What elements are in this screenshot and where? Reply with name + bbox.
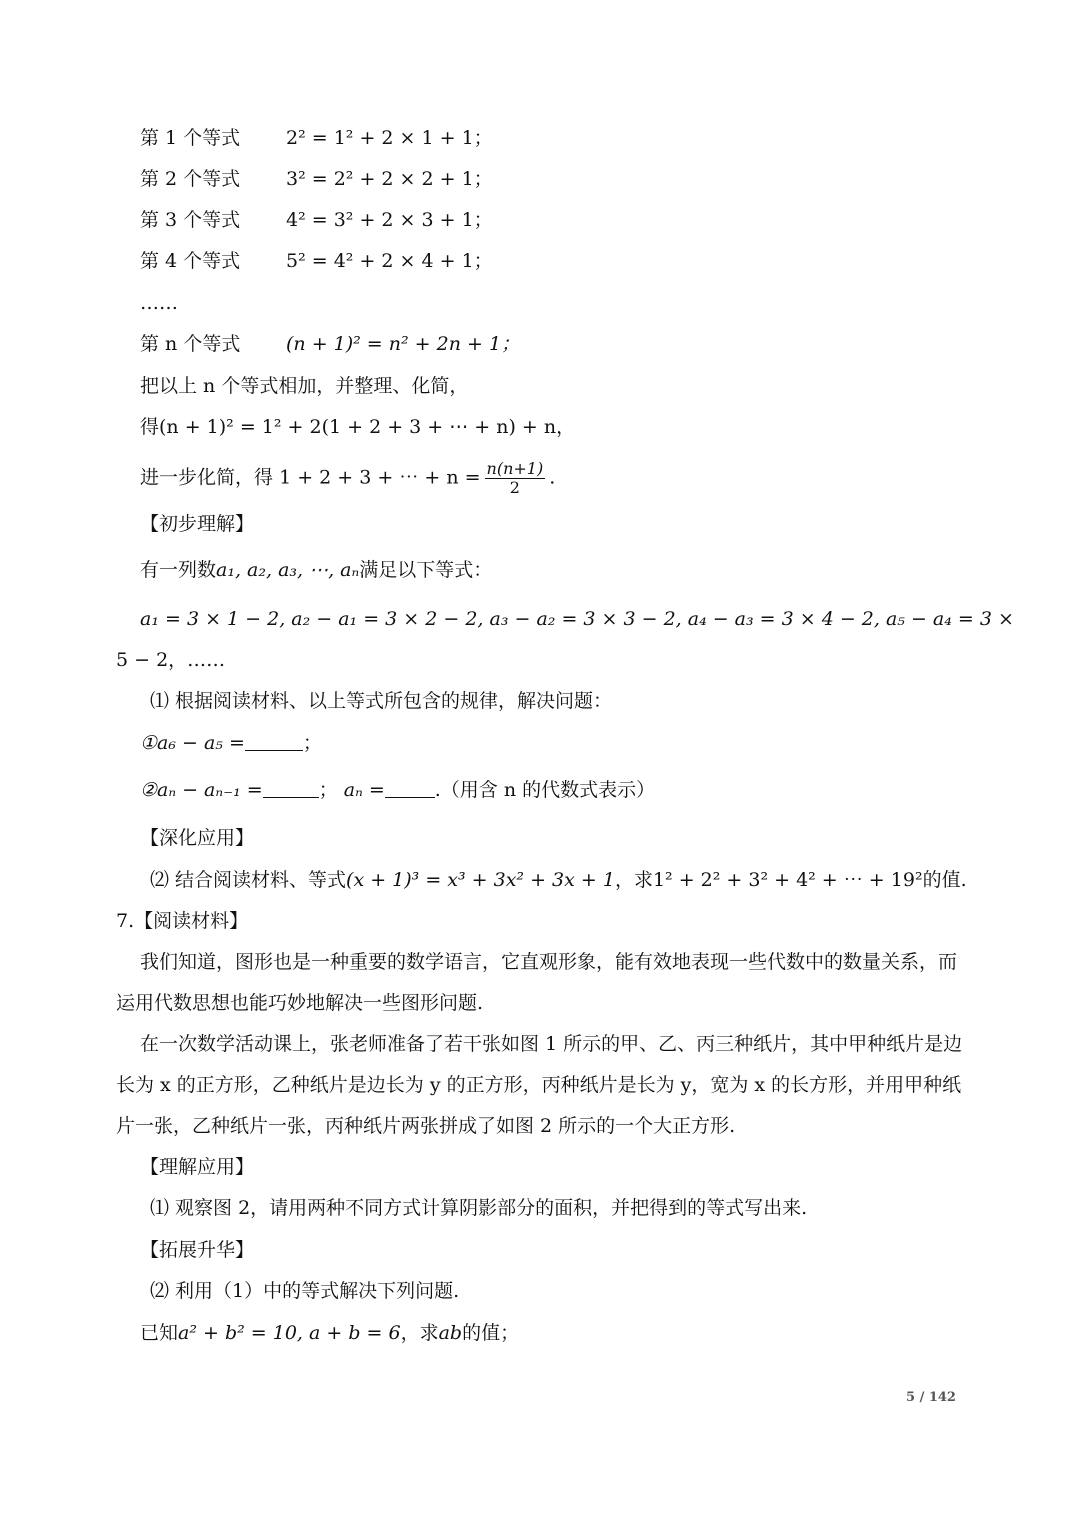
equation-expr: 3² = 2² + 2 × 2 + 1；	[286, 168, 493, 190]
section-heading-preliminary: 【初步理解】	[140, 513, 255, 535]
section-heading-understand: 【理解应用】	[140, 1156, 255, 1178]
p7-paragraph-2-line-2: 长为 x 的正方形，乙种纸片是边长为 y 的正方形，丙种纸片是长为 y，宽为 x 的长方形，并用甲种纸	[116, 1074, 962, 1096]
question-2-sum: 1² + 2² + 3² + 4² + ⋯ + 19²	[652, 869, 923, 891]
question-2	[150, 868, 967, 892]
equation-label: 第 2 个等式	[140, 168, 241, 190]
p7-known-ab: ab	[438, 1322, 463, 1344]
result-expr: (n + 1)² = 1² + 2(1 + 2 + 3 + ⋯ + n) + n，	[159, 416, 576, 438]
sequence-intro-b: 满足以下等式：	[359, 559, 493, 581]
p7-known-expr: a² + b² = 10, a + b = 6	[178, 1322, 401, 1344]
fraction-numerator: n(n+1)	[486, 459, 544, 478]
question-2-a: ⑵ 结合阅读材料、等式	[150, 869, 347, 891]
equation-label: 第 3 个等式	[140, 209, 241, 231]
question-2-expr: (x + 1)³ = x³ + 3x² + 3x + 1	[346, 869, 615, 891]
question-1a-end: ；	[302, 732, 322, 754]
question-1b	[140, 778, 655, 802]
answer-blank[interactable]	[385, 779, 435, 798]
p7-paragraph-2-line-3: 片一张，乙种纸片一张，丙种纸片两张拼成了如图 2 所示的一个大正方形.	[116, 1115, 736, 1137]
p7-known-a: 已知	[140, 1322, 179, 1344]
p7-known-c: 的值；	[462, 1322, 520, 1344]
sequence-list: a₁, a₂, a₃, ⋯, aₙ	[216, 559, 360, 581]
ellipsis: ……	[140, 292, 178, 314]
equation-row-4	[140, 249, 493, 273]
question-1: ⑴ 根据阅读材料、以上等式所包含的规律，解决问题：	[150, 690, 613, 712]
sum-text: 把以上 n 个等式相加，并整理、化简，	[140, 375, 469, 397]
equation-row-1	[140, 126, 493, 150]
p7-question-2: ⑵ 利用（1）中的等式解决下列问题.	[150, 1280, 460, 1302]
question-1b-end: .（用含 n 的代数式表示）	[434, 779, 656, 801]
p7-paragraph-1-line-1: 我们知道，图形也是一种重要的数学语言，它直观形象，能有效地表现一些代数中的数量关系，而	[140, 951, 958, 973]
simplify-line	[140, 460, 555, 497]
sequence-equations-line-2: 5 − 2，……	[116, 649, 226, 671]
fraction	[485, 460, 546, 497]
section-heading-deep: 【深化应用】	[140, 827, 255, 849]
period: .	[549, 466, 556, 489]
p7-question-1: ⑴ 观察图 2，请用两种不同方式计算阴影部分的面积，并把得到的等式写出来.	[150, 1197, 808, 1219]
simplify-expr: 1 + 2 + 3 + ⋯ + n =	[279, 466, 481, 489]
p7-paragraph-2-line-1: 在一次数学活动课上，张老师准备了若干张如图 1 所示的甲、乙、丙三种纸片，其中甲种纸片是边	[140, 1033, 963, 1055]
problem-7-title: 7.【阅读材料】	[116, 910, 249, 932]
equation-row-3	[140, 208, 493, 232]
fraction-denominator: 2	[509, 478, 520, 497]
question-1b-mid: ；	[318, 779, 338, 801]
sequence-intro-a: 有一列数	[140, 559, 217, 581]
equation-expr: 5² = 4² + 2 × 4 + 1；	[286, 250, 493, 272]
result-prefix: 得	[140, 416, 160, 438]
section-heading-extend: 【拓展升华】	[140, 1239, 255, 1261]
answer-blank[interactable]	[245, 732, 303, 751]
equation-label: 第 n 个等式	[140, 333, 241, 355]
p7-paragraph-1-line-2: 运用代数思想也能巧妙地解决一些图形问题.	[116, 992, 484, 1014]
sequence-intro	[140, 558, 492, 582]
simplify-prefix: 进一步化简，得	[140, 466, 274, 489]
equation-row-n	[140, 332, 520, 356]
equation-label: 第 1 个等式	[140, 127, 241, 149]
question-1a	[140, 731, 322, 755]
question-2-b: ，求	[614, 869, 653, 891]
equation-expr: 4² = 3² + 2 × 3 + 1；	[286, 209, 493, 231]
equation-expr: (n + 1)² = n² + 2n + 1；	[286, 333, 521, 355]
answer-blank[interactable]	[263, 779, 319, 798]
equation-expr: 2² = 1² + 2 × 1 + 1；	[286, 127, 493, 149]
p7-known-b: ，求	[400, 1322, 439, 1344]
question-1b-an: aₙ =	[343, 779, 385, 801]
question-2-c: 的值.	[922, 869, 967, 891]
question-1b-expr: ②aₙ − aₙ₋₁ =	[140, 779, 263, 801]
sequence-equations-line-1: a₁ = 3 × 1 − 2, a₂ − a₁ = 3 × 2 − 2, a₃ − a₂ = 3 × 3 − 2, a₄ − a₃ = 3 × 4 − 2, a₅ − a₄ = 3 ×	[140, 608, 1014, 630]
equation-row-2	[140, 167, 493, 191]
result-line	[140, 415, 575, 439]
p7-known	[140, 1321, 519, 1345]
page-number: 5 / 142	[906, 1390, 956, 1405]
equation-label: 第 4 个等式	[140, 250, 241, 272]
question-1a-expr: ①a₆ − a₅ =	[140, 732, 245, 754]
